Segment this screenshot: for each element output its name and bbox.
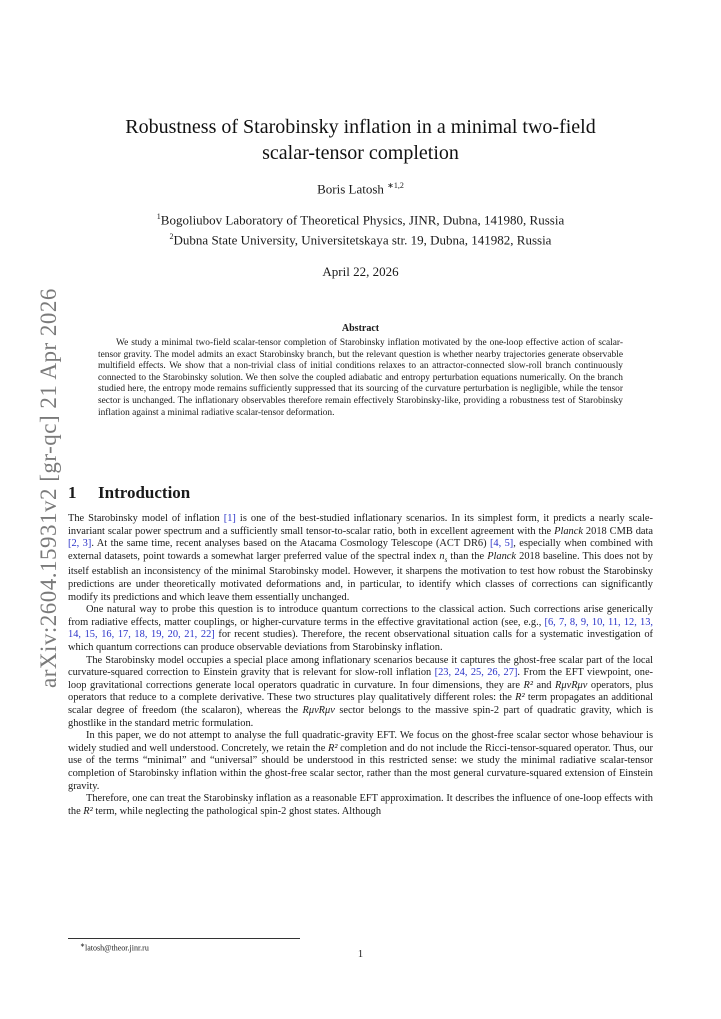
affiliations — [100, 208, 621, 249]
paragraph-4: In this paper, we do not attempt to analyse the full quadratic-gravity EFT. We focus on the ghost-free scalar sector whose behaviour is widely studied and well understood. Concretely, we retain the R² completion and do not include the Ricci-tensor-squared operator. Thus, our use of the terms “minimal” and “universal” should be understood in this restricted sense: we study the minimal radiative scalar-tensor completion of Starobinsky inflation within the ghost-free scalar sector, rather than the most general curvature-squared extension of Einstein gravity. — [68, 730, 653, 792]
arxiv-identifier: arXiv:2604.15931v2 [gr-qc] 21 Apr 2026 — [36, 288, 61, 688]
section-number: 1 — [68, 483, 77, 502]
abstract-text: We study a minimal two-field scalar-tensor completion of Starobinsky inflation motivated by the one-loop effective action of scalar-tensor gravity. The model admits an exact Starobinsky branch, but the relevant question is whether nearby trajectories generate observable multifield effects. We show that a non-trivial class of initial conditions relaxes to an attractor-connected slow-roll branch continuously connected to the Starobinsky solution. We then solve the coupled adiabatic and entropy perturbation equations numerically. On the branch studied here, the entropy mode remains sufficiently suppressed that its sourcing of the curvature perturbation is negligible, while the tensor sector is unchanged. The inflationary observables therefore remain effectively Starobinsky-like, providing a robustness test of Starobinsky inflation against a minimal radiative scalar-tensor deformation. — [98, 338, 623, 418]
paper-date: April 22, 2026 — [322, 264, 399, 279]
title-line-2: scalar-tensor completion — [262, 142, 459, 164]
footnote-mark: ∗ — [80, 943, 86, 949]
footnote-email[interactable]: latosh@theor.jinr.ru — [85, 943, 149, 953]
affiliation-2: $^2$Dubna State University, Universitetskaya str. 19, Dubna, 141982, Russia — [169, 232, 552, 248]
paragraph-1: The Starobinsky model of inflation [1] is one of the best-studied inflationary scenarios. In its simplest form, it predicts a nearly scale-invariant scalar power spectrum and a sufficiently small tensor-to-scalar ratio, both in excellent agreement with the Planck 2018 CMB data [2, 3]. At the same time, recent analyses based on the Atacama Cosmology Telescope (ACT DR6) [4, 5], especially when combined with external datasets, point towards a somewhat larger preferred value of the spectral index $n_s$ than the Planck 2018 baseline. This does not by itself establish an inconsistency of the minimal Starobinsky model. However, it sharpens the motivation to test how robust the Starobinsky predictions are under theoretically motivated deformations and, in particular, to identify which classes of corrections can significantly modify its predictions and which leave them essentially unchanged. — [68, 513, 654, 603]
author-marks: ∗1,2 — [387, 181, 404, 190]
author — [100, 181, 621, 197]
page-number: 1 — [357, 949, 364, 960]
citation-link[interactable]: [23, 24, 25, 26, 27] — [434, 667, 518, 679]
section-title: Introduction — [98, 483, 191, 502]
author-name: Boris Latosh — [317, 181, 384, 197]
title-line-1: Robustness of Starobinsky inflation in a minimal two-field — [125, 116, 596, 138]
paragraph-5: Therefore, one can treat the Starobinsky inflation as a reasonable EFT approximation. It describes the influence of one-loop effects with the R² term, while neglecting the pathological spin-2 ghost states. Although — [68, 793, 653, 817]
citation-link[interactable]: [4, 5] — [489, 538, 514, 550]
footnote-rule — [68, 938, 300, 939]
abstract-heading: Abstract — [341, 323, 380, 334]
paper-title — [100, 114, 621, 166]
paragraph-2: One natural way to probe this question is to introduce quantum corrections to the classical action. Such corrections arise generically from radiative effects, matter couplings, or higher-curvature terms in the effective gravitational action (see, e.g., [6, 7, 8, 9, 10, 11, 12, 13, 14, 15, 16, 17, 18, 19, 20, 21, 22] for recent studies). Therefore, the recent observational situation calls for a systematic investigation of which quantum corrections can produce observable deviations from Starobinsky inflation. — [68, 604, 653, 654]
paragraph-3: The Starobinsky model occupies a special place among inflationary scenarios because it captures the ghost-free scalar part of the local curvature-squared correction to Einstein gravity that is relevant for slow-roll inflation [23, 24, 25, 26, 27]. From the EFT viewpoint, one-loop gravitational corrections generate local operators quadratic in curvature. In four dimensions, they are R² and RμνRμν operators, plus operators that reduce to a complete derivative. These two structures play qualitatively different roles: the R² term propagates an additional scalar degree of freedom (the scalaron), whereas the RμνRμν sector belongs to the massive spin-2 part of quadratic gravity, which is ghostlike in the standard metric formulation. — [68, 654, 654, 729]
body-text — [68, 513, 653, 818]
citation-link[interactable]: [2, 3] — [68, 538, 92, 550]
affiliation-1: $^1$Bogoliubov Laboratory of Theoretical Physics, JINR, Dubna, 141980, Russia — [156, 212, 565, 228]
section-heading — [68, 483, 190, 503]
citation-link[interactable]: [6, 7, 8, 9, 10, 11, 12, 13, 14, 15, 16, 17, 18, 19, 20, 21, 22] — [68, 616, 653, 641]
citation-link[interactable]: [1] — [223, 513, 236, 524]
